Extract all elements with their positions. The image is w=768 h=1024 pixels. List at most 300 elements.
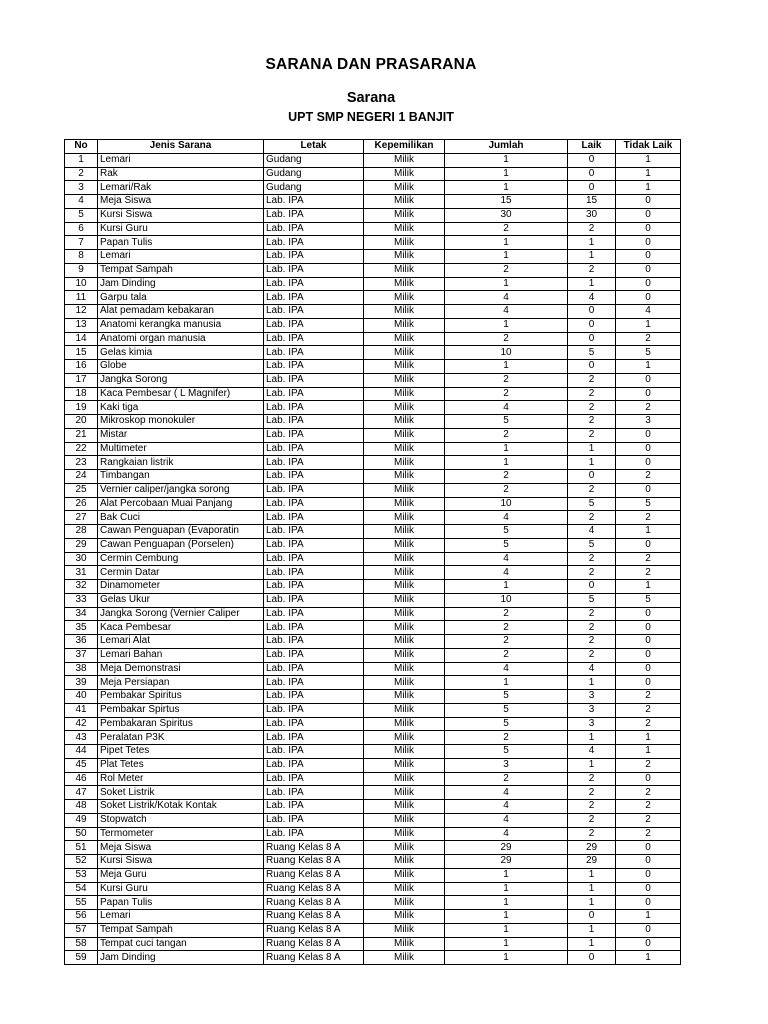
cell-no: 24 bbox=[65, 470, 98, 484]
cell-tidak-laik: 0 bbox=[616, 208, 681, 222]
cell-letak: Ruang Kelas 8 A bbox=[264, 882, 364, 896]
cell-jumlah: 4 bbox=[445, 813, 568, 827]
table-row bbox=[65, 360, 681, 374]
table-row bbox=[65, 442, 681, 456]
cell-letak: Lab. IPA bbox=[264, 291, 364, 305]
table-row bbox=[65, 167, 681, 181]
cell-jenis-sarana: Vernier caliper/jangka sorong bbox=[98, 483, 264, 497]
cell-letak: Lab. IPA bbox=[264, 731, 364, 745]
cell-kepemilikan: Milik bbox=[364, 703, 445, 717]
cell-kepemilikan: Milik bbox=[364, 236, 445, 250]
table-row bbox=[65, 346, 681, 360]
cell-no: 29 bbox=[65, 538, 98, 552]
cell-jenis-sarana: Mistar bbox=[98, 428, 264, 442]
cell-laik: 4 bbox=[568, 291, 616, 305]
cell-letak: Lab. IPA bbox=[264, 332, 364, 346]
cell-letak: Gudang bbox=[264, 153, 364, 167]
cell-laik: 30 bbox=[568, 208, 616, 222]
cell-no: 28 bbox=[65, 525, 98, 539]
cell-laik: 2 bbox=[568, 415, 616, 429]
cell-kepemilikan: Milik bbox=[364, 951, 445, 965]
cell-no: 46 bbox=[65, 772, 98, 786]
cell-tidak-laik: 2 bbox=[616, 827, 681, 841]
cell-no: 45 bbox=[65, 758, 98, 772]
cell-jumlah: 4 bbox=[445, 401, 568, 415]
cell-laik: 2 bbox=[568, 800, 616, 814]
table-row bbox=[65, 373, 681, 387]
cell-tidak-laik: 0 bbox=[616, 635, 681, 649]
cell-tidak-laik: 2 bbox=[616, 786, 681, 800]
cell-letak: Lab. IPA bbox=[264, 483, 364, 497]
cell-kepemilikan: Milik bbox=[364, 277, 445, 291]
table-row bbox=[65, 841, 681, 855]
cell-kepemilikan: Milik bbox=[364, 621, 445, 635]
cell-letak: Ruang Kelas 8 A bbox=[264, 951, 364, 965]
cell-kepemilikan: Milik bbox=[364, 676, 445, 690]
cell-jumlah: 4 bbox=[445, 827, 568, 841]
cell-kepemilikan: Milik bbox=[364, 607, 445, 621]
cell-jumlah: 2 bbox=[445, 772, 568, 786]
table-row bbox=[65, 868, 681, 882]
cell-laik: 5 bbox=[568, 593, 616, 607]
cell-letak: Lab. IPA bbox=[264, 690, 364, 704]
cell-tidak-laik: 0 bbox=[616, 923, 681, 937]
cell-no: 21 bbox=[65, 428, 98, 442]
cell-laik: 0 bbox=[568, 318, 616, 332]
table-row bbox=[65, 208, 681, 222]
table-row bbox=[65, 813, 681, 827]
cell-laik: 15 bbox=[568, 195, 616, 209]
table-row bbox=[65, 910, 681, 924]
cell-jumlah: 1 bbox=[445, 882, 568, 896]
cell-jumlah: 1 bbox=[445, 167, 568, 181]
cell-laik: 5 bbox=[568, 497, 616, 511]
cell-letak: Lab. IPA bbox=[264, 305, 364, 319]
cell-kepemilikan: Milik bbox=[364, 346, 445, 360]
cell-no: 17 bbox=[65, 373, 98, 387]
cell-laik: 4 bbox=[568, 662, 616, 676]
cell-letak: Lab. IPA bbox=[264, 415, 364, 429]
cell-no: 47 bbox=[65, 786, 98, 800]
cell-letak: Lab. IPA bbox=[264, 772, 364, 786]
cell-letak: Lab. IPA bbox=[264, 525, 364, 539]
cell-jumlah: 2 bbox=[445, 621, 568, 635]
cell-kepemilikan: Milik bbox=[364, 360, 445, 374]
cell-no: 55 bbox=[65, 896, 98, 910]
cell-kepemilikan: Milik bbox=[364, 910, 445, 924]
cell-kepemilikan: Milik bbox=[364, 882, 445, 896]
cell-jumlah: 1 bbox=[445, 951, 568, 965]
cell-no: 8 bbox=[65, 250, 98, 264]
table-row bbox=[65, 786, 681, 800]
cell-no: 16 bbox=[65, 360, 98, 374]
table-row bbox=[65, 153, 681, 167]
cell-laik: 2 bbox=[568, 387, 616, 401]
table-row bbox=[65, 277, 681, 291]
cell-no: 43 bbox=[65, 731, 98, 745]
cell-jenis-sarana: Meja Persiapan bbox=[98, 676, 264, 690]
table-row bbox=[65, 758, 681, 772]
cell-laik: 1 bbox=[568, 731, 616, 745]
cell-kepemilikan: Milik bbox=[364, 332, 445, 346]
cell-laik: 2 bbox=[568, 483, 616, 497]
cell-tidak-laik: 2 bbox=[616, 703, 681, 717]
cell-no: 35 bbox=[65, 621, 98, 635]
cell-jumlah: 4 bbox=[445, 786, 568, 800]
table-row bbox=[65, 305, 681, 319]
cell-laik: 1 bbox=[568, 868, 616, 882]
cell-laik: 0 bbox=[568, 153, 616, 167]
table-row bbox=[65, 263, 681, 277]
cell-letak: Lab. IPA bbox=[264, 662, 364, 676]
cell-letak: Lab. IPA bbox=[264, 250, 364, 264]
cell-kepemilikan: Milik bbox=[364, 868, 445, 882]
cell-jumlah: 1 bbox=[445, 910, 568, 924]
table-row bbox=[65, 181, 681, 195]
cell-jumlah: 5 bbox=[445, 690, 568, 704]
cell-no: 23 bbox=[65, 456, 98, 470]
cell-tidak-laik: 5 bbox=[616, 593, 681, 607]
cell-letak: Lab. IPA bbox=[264, 676, 364, 690]
cell-letak: Lab. IPA bbox=[264, 717, 364, 731]
cell-kepemilikan: Milik bbox=[364, 153, 445, 167]
cell-tidak-laik: 0 bbox=[616, 607, 681, 621]
cell-kepemilikan: Milik bbox=[364, 827, 445, 841]
table-row bbox=[65, 703, 681, 717]
table-row bbox=[65, 415, 681, 429]
cell-jenis-sarana: Papan Tulis bbox=[98, 896, 264, 910]
cell-laik: 2 bbox=[568, 827, 616, 841]
cell-jumlah: 1 bbox=[445, 456, 568, 470]
cell-jumlah: 1 bbox=[445, 442, 568, 456]
cell-letak: Lab. IPA bbox=[264, 635, 364, 649]
cell-tidak-laik: 1 bbox=[616, 525, 681, 539]
cell-laik: 1 bbox=[568, 277, 616, 291]
cell-jenis-sarana: Rangkaian listrik bbox=[98, 456, 264, 470]
table-row bbox=[65, 855, 681, 869]
cell-no: 49 bbox=[65, 813, 98, 827]
cell-jenis-sarana: Pembakar Spirtus bbox=[98, 703, 264, 717]
cell-tidak-laik: 0 bbox=[616, 291, 681, 305]
cell-jenis-sarana: Lemari/Rak bbox=[98, 181, 264, 195]
cell-no: 40 bbox=[65, 690, 98, 704]
cell-no: 10 bbox=[65, 277, 98, 291]
cell-laik: 2 bbox=[568, 813, 616, 827]
cell-jumlah: 5 bbox=[445, 717, 568, 731]
cell-kepemilikan: Milik bbox=[364, 635, 445, 649]
cell-tidak-laik: 0 bbox=[616, 263, 681, 277]
cell-no: 53 bbox=[65, 868, 98, 882]
cell-kepemilikan: Milik bbox=[364, 937, 445, 951]
cell-kepemilikan: Milik bbox=[364, 800, 445, 814]
table-row bbox=[65, 896, 681, 910]
cell-kepemilikan: Milik bbox=[364, 511, 445, 525]
cell-tidak-laik: 0 bbox=[616, 621, 681, 635]
cell-jenis-sarana: Kursi Siswa bbox=[98, 208, 264, 222]
cell-letak: Lab. IPA bbox=[264, 813, 364, 827]
table-row bbox=[65, 662, 681, 676]
cell-jenis-sarana: Meja Siswa bbox=[98, 841, 264, 855]
cell-no: 30 bbox=[65, 552, 98, 566]
cell-jenis-sarana: Cermin Cembung bbox=[98, 552, 264, 566]
cell-letak: Lab. IPA bbox=[264, 360, 364, 374]
cell-laik: 1 bbox=[568, 456, 616, 470]
table-row bbox=[65, 318, 681, 332]
cell-kepemilikan: Milik bbox=[364, 263, 445, 277]
cell-letak: Gudang bbox=[264, 181, 364, 195]
cell-no: 37 bbox=[65, 648, 98, 662]
cell-jumlah: 1 bbox=[445, 937, 568, 951]
cell-jumlah: 2 bbox=[445, 483, 568, 497]
cell-no: 36 bbox=[65, 635, 98, 649]
table-row bbox=[65, 470, 681, 484]
cell-letak: Lab. IPA bbox=[264, 195, 364, 209]
table-row bbox=[65, 882, 681, 896]
cell-kepemilikan: Milik bbox=[364, 305, 445, 319]
cell-laik: 29 bbox=[568, 855, 616, 869]
cell-no: 22 bbox=[65, 442, 98, 456]
cell-jenis-sarana: Timbangan bbox=[98, 470, 264, 484]
cell-jumlah: 5 bbox=[445, 538, 568, 552]
cell-jenis-sarana: Jangka Sorong bbox=[98, 373, 264, 387]
table-row bbox=[65, 387, 681, 401]
cell-jenis-sarana: Kaca Pembesar ( L Magnifer) bbox=[98, 387, 264, 401]
cell-no: 41 bbox=[65, 703, 98, 717]
cell-letak: Lab. IPA bbox=[264, 470, 364, 484]
cell-jumlah: 4 bbox=[445, 800, 568, 814]
cell-jenis-sarana: Lemari bbox=[98, 250, 264, 264]
cell-kepemilikan: Milik bbox=[364, 731, 445, 745]
cell-laik: 0 bbox=[568, 910, 616, 924]
cell-tidak-laik: 0 bbox=[616, 222, 681, 236]
cell-laik: 29 bbox=[568, 841, 616, 855]
cell-kepemilikan: Milik bbox=[364, 593, 445, 607]
cell-no: 26 bbox=[65, 497, 98, 511]
cell-tidak-laik: 0 bbox=[616, 676, 681, 690]
cell-laik: 2 bbox=[568, 607, 616, 621]
cell-tidak-laik: 3 bbox=[616, 415, 681, 429]
cell-letak: Lab. IPA bbox=[264, 552, 364, 566]
cell-tidak-laik: 5 bbox=[616, 346, 681, 360]
school-name: UPT SMP NEGERI 1 BANJIT bbox=[288, 110, 454, 124]
table-row bbox=[65, 800, 681, 814]
cell-letak: Lab. IPA bbox=[264, 786, 364, 800]
table-row bbox=[65, 827, 681, 841]
cell-jenis-sarana: Anatomi kerangka manusia bbox=[98, 318, 264, 332]
cell-no: 48 bbox=[65, 800, 98, 814]
cell-no: 5 bbox=[65, 208, 98, 222]
cell-jumlah: 5 bbox=[445, 525, 568, 539]
cell-jumlah: 1 bbox=[445, 250, 568, 264]
cell-tidak-laik: 2 bbox=[616, 566, 681, 580]
cell-jumlah: 5 bbox=[445, 703, 568, 717]
header-tidak-laik: Tidak Laik bbox=[616, 140, 681, 154]
cell-tidak-laik: 0 bbox=[616, 648, 681, 662]
cell-jumlah: 4 bbox=[445, 552, 568, 566]
cell-no: 54 bbox=[65, 882, 98, 896]
cell-no: 58 bbox=[65, 937, 98, 951]
cell-no: 25 bbox=[65, 483, 98, 497]
cell-laik: 1 bbox=[568, 882, 616, 896]
cell-jumlah: 1 bbox=[445, 236, 568, 250]
cell-jumlah: 1 bbox=[445, 868, 568, 882]
cell-jenis-sarana: Cawan Penguapan (Evaporatin bbox=[98, 525, 264, 539]
header-jumlah: Jumlah bbox=[445, 140, 568, 154]
table-row bbox=[65, 717, 681, 731]
cell-no: 52 bbox=[65, 855, 98, 869]
cell-no: 57 bbox=[65, 923, 98, 937]
cell-kepemilikan: Milik bbox=[364, 690, 445, 704]
cell-letak: Lab. IPA bbox=[264, 745, 364, 759]
cell-jumlah: 1 bbox=[445, 676, 568, 690]
cell-jenis-sarana: Kaki tiga bbox=[98, 401, 264, 415]
cell-jenis-sarana: Tempat cuci tangan bbox=[98, 937, 264, 951]
cell-jenis-sarana: Multimeter bbox=[98, 442, 264, 456]
cell-jumlah: 2 bbox=[445, 731, 568, 745]
cell-no: 20 bbox=[65, 415, 98, 429]
cell-letak: Lab. IPA bbox=[264, 236, 364, 250]
cell-tidak-laik: 0 bbox=[616, 456, 681, 470]
table-row bbox=[65, 195, 681, 209]
table-row bbox=[65, 937, 681, 951]
cell-jumlah: 15 bbox=[445, 195, 568, 209]
header-letak: Letak bbox=[264, 140, 364, 154]
cell-no: 11 bbox=[65, 291, 98, 305]
cell-kepemilikan: Milik bbox=[364, 442, 445, 456]
cell-letak: Lab. IPA bbox=[264, 428, 364, 442]
table-row bbox=[65, 580, 681, 594]
cell-jenis-sarana: Lemari bbox=[98, 910, 264, 924]
cell-laik: 2 bbox=[568, 621, 616, 635]
cell-no: 18 bbox=[65, 387, 98, 401]
header-laik: Laik bbox=[568, 140, 616, 154]
cell-jumlah: 10 bbox=[445, 593, 568, 607]
cell-no: 56 bbox=[65, 910, 98, 924]
cell-jumlah: 2 bbox=[445, 263, 568, 277]
cell-kepemilikan: Milik bbox=[364, 855, 445, 869]
cell-kepemilikan: Milik bbox=[364, 387, 445, 401]
table-row bbox=[65, 511, 681, 525]
cell-jenis-sarana: Jam Dinding bbox=[98, 277, 264, 291]
cell-jumlah: 1 bbox=[445, 896, 568, 910]
cell-no: 13 bbox=[65, 318, 98, 332]
cell-jumlah: 2 bbox=[445, 387, 568, 401]
cell-tidak-laik: 0 bbox=[616, 195, 681, 209]
cell-laik: 0 bbox=[568, 360, 616, 374]
table-row bbox=[65, 552, 681, 566]
cell-tidak-laik: 2 bbox=[616, 511, 681, 525]
cell-jenis-sarana: Soket Listrik bbox=[98, 786, 264, 800]
cell-letak: Lab. IPA bbox=[264, 497, 364, 511]
cell-kepemilikan: Milik bbox=[364, 415, 445, 429]
table-row bbox=[65, 236, 681, 250]
cell-jenis-sarana: Kursi Guru bbox=[98, 222, 264, 236]
cell-jenis-sarana: Dinamometer bbox=[98, 580, 264, 594]
cell-jenis-sarana: Rak bbox=[98, 167, 264, 181]
table-row bbox=[65, 250, 681, 264]
cell-kepemilikan: Milik bbox=[364, 745, 445, 759]
table-row bbox=[65, 483, 681, 497]
cell-laik: 2 bbox=[568, 401, 616, 415]
cell-tidak-laik: 2 bbox=[616, 800, 681, 814]
cell-kepemilikan: Milik bbox=[364, 758, 445, 772]
cell-tidak-laik: 1 bbox=[616, 167, 681, 181]
cell-no: 4 bbox=[65, 195, 98, 209]
cell-letak: Lab. IPA bbox=[264, 277, 364, 291]
cell-jumlah: 5 bbox=[445, 415, 568, 429]
cell-jenis-sarana: Termometer bbox=[98, 827, 264, 841]
cell-tidak-laik: 0 bbox=[616, 236, 681, 250]
cell-tidak-laik: 4 bbox=[616, 305, 681, 319]
cell-jenis-sarana: Lemari Alat bbox=[98, 635, 264, 649]
cell-letak: Lab. IPA bbox=[264, 263, 364, 277]
cell-jumlah: 10 bbox=[445, 497, 568, 511]
cell-kepemilikan: Milik bbox=[364, 525, 445, 539]
cell-no: 9 bbox=[65, 263, 98, 277]
cell-laik: 2 bbox=[568, 428, 616, 442]
cell-letak: Lab. IPA bbox=[264, 222, 364, 236]
cell-jenis-sarana: Rol Meter bbox=[98, 772, 264, 786]
cell-tidak-laik: 2 bbox=[616, 552, 681, 566]
cell-tidak-laik: 1 bbox=[616, 910, 681, 924]
table-row bbox=[65, 690, 681, 704]
cell-tidak-laik: 2 bbox=[616, 758, 681, 772]
cell-jenis-sarana: Alat pemadam kebakaran bbox=[98, 305, 264, 319]
cell-letak: Gudang bbox=[264, 167, 364, 181]
cell-tidak-laik: 0 bbox=[616, 277, 681, 291]
document-title: SARANA DAN PRASARANA bbox=[265, 56, 477, 73]
cell-laik: 2 bbox=[568, 263, 616, 277]
cell-jenis-sarana: Alat Percobaan Muai Panjang bbox=[98, 497, 264, 511]
cell-laik: 5 bbox=[568, 538, 616, 552]
cell-letak: Lab. IPA bbox=[264, 580, 364, 594]
cell-no: 2 bbox=[65, 167, 98, 181]
cell-kepemilikan: Milik bbox=[364, 786, 445, 800]
cell-jenis-sarana: Bak Cuci bbox=[98, 511, 264, 525]
cell-laik: 0 bbox=[568, 951, 616, 965]
cell-laik: 1 bbox=[568, 758, 616, 772]
cell-laik: 2 bbox=[568, 373, 616, 387]
cell-jenis-sarana: Meja Siswa bbox=[98, 195, 264, 209]
cell-laik: 2 bbox=[568, 511, 616, 525]
cell-letak: Lab. IPA bbox=[264, 387, 364, 401]
cell-jumlah: 10 bbox=[445, 346, 568, 360]
cell-laik: 1 bbox=[568, 236, 616, 250]
cell-tidak-laik: 0 bbox=[616, 442, 681, 456]
cell-no: 42 bbox=[65, 717, 98, 731]
cell-jumlah: 1 bbox=[445, 181, 568, 195]
cell-letak: Lab. IPA bbox=[264, 318, 364, 332]
cell-laik: 1 bbox=[568, 676, 616, 690]
cell-jumlah: 30 bbox=[445, 208, 568, 222]
table-row bbox=[65, 923, 681, 937]
cell-no: 27 bbox=[65, 511, 98, 525]
cell-jenis-sarana: Gelas Ukur bbox=[98, 593, 264, 607]
cell-tidak-laik: 2 bbox=[616, 401, 681, 415]
cell-letak: Ruang Kelas 8 A bbox=[264, 923, 364, 937]
cell-laik: 0 bbox=[568, 305, 616, 319]
cell-tidak-laik: 2 bbox=[616, 717, 681, 731]
cell-no: 59 bbox=[65, 951, 98, 965]
cell-jenis-sarana: Garpu tala bbox=[98, 291, 264, 305]
cell-laik: 2 bbox=[568, 635, 616, 649]
cell-laik: 2 bbox=[568, 786, 616, 800]
cell-tidak-laik: 0 bbox=[616, 841, 681, 855]
inventory-table bbox=[64, 139, 681, 965]
cell-no: 33 bbox=[65, 593, 98, 607]
cell-jumlah: 1 bbox=[445, 277, 568, 291]
cell-no: 14 bbox=[65, 332, 98, 346]
